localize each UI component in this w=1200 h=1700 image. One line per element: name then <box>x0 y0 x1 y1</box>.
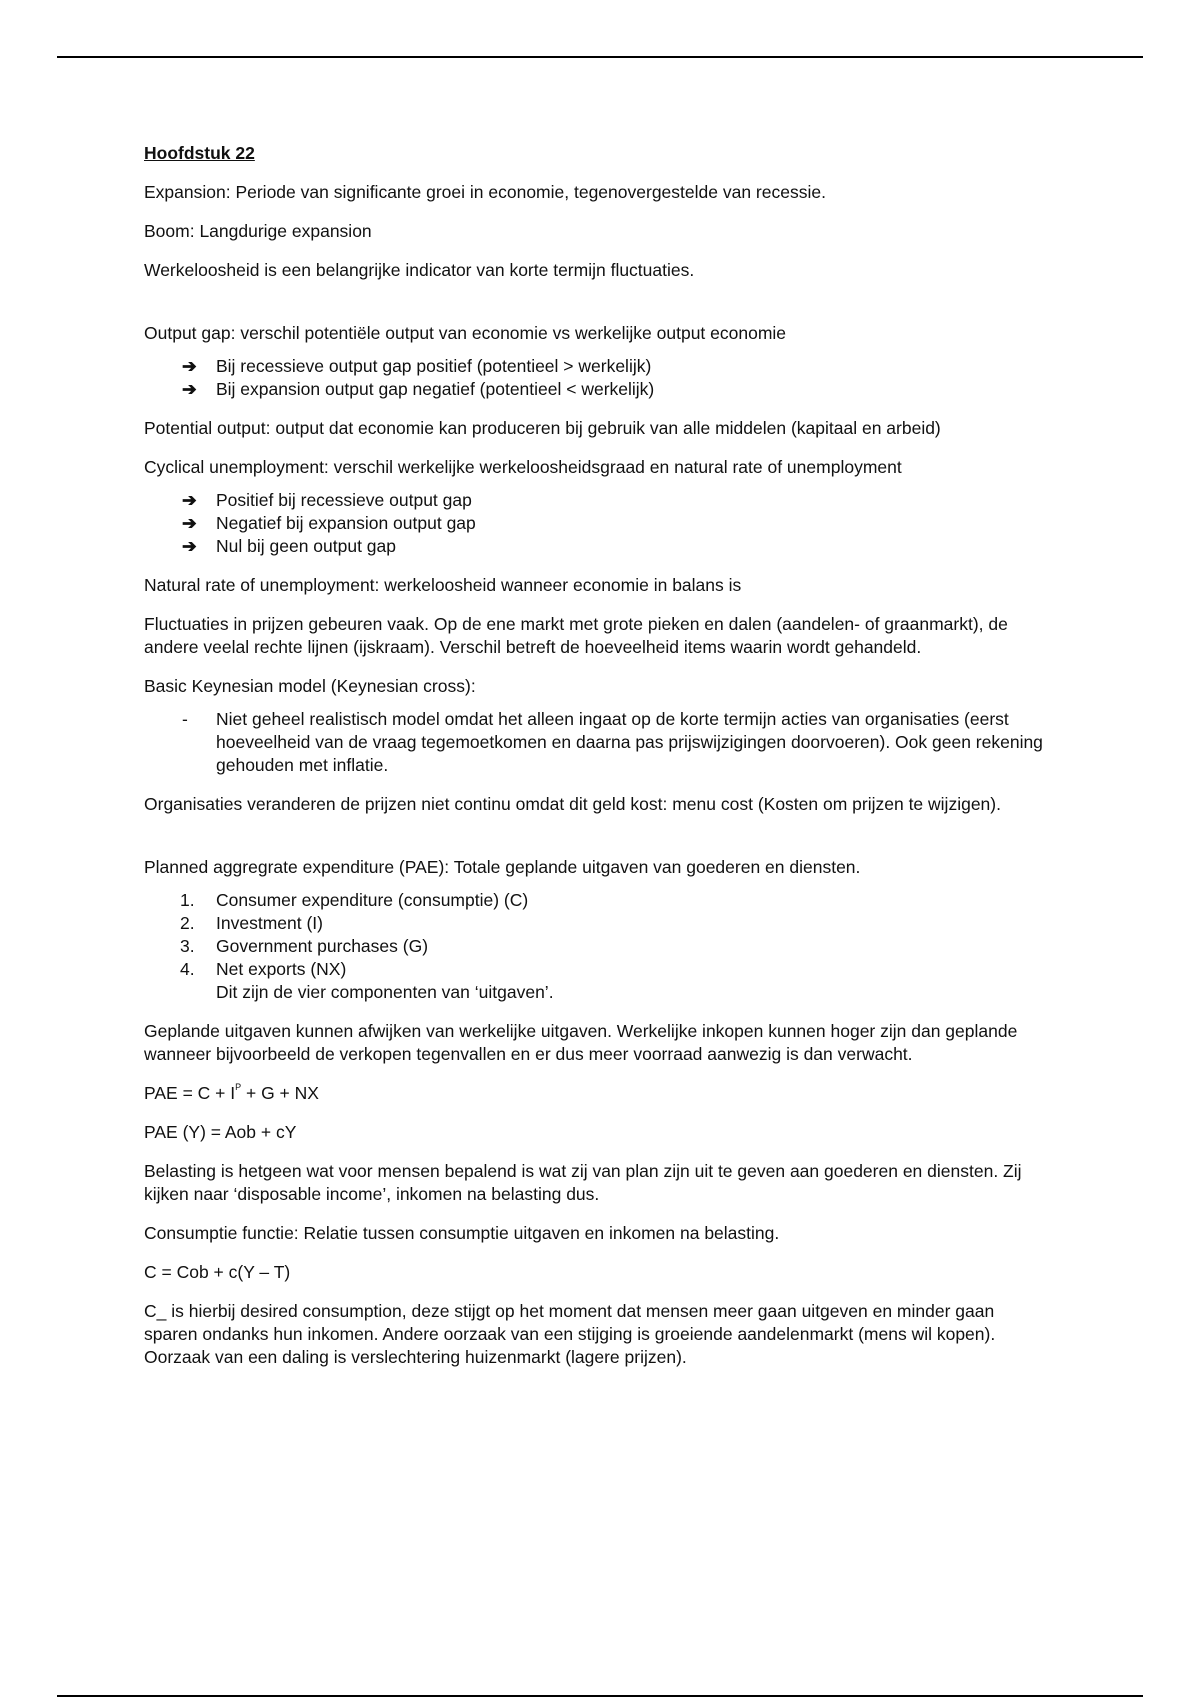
chapter-title: Hoofdstuk 22 <box>144 143 255 163</box>
list-item: 2. Investment (I) <box>180 913 323 933</box>
paragraph-natural-rate: Natural rate of unemployment: werkeloosheid wanneer economie in balans is <box>144 575 742 595</box>
pae-components-list <box>144 889 1044 1004</box>
document-body <box>144 142 1044 1385</box>
paragraph-output-gap: Output gap: verschil potentiële output van economie vs werkelijke output economie <box>144 323 787 343</box>
formula-consumptie: C = Cob + c(Y – T) <box>144 1262 291 1282</box>
keynesian-list <box>144 708 1044 777</box>
arrow-icon: ➔ <box>182 490 197 510</box>
arrow-icon: ➔ <box>182 356 197 376</box>
list-item: ➔ Positief bij recessieve output gap <box>182 490 472 510</box>
list-item: ➔ Negatief bij expansion output gap <box>182 513 476 533</box>
formula-pae-y: PAE (Y) = Aob + cY <box>144 1122 297 1142</box>
output-gap-list <box>144 355 1044 401</box>
arrow-icon: ➔ <box>182 379 197 399</box>
arrow-icon: ➔ <box>182 513 197 533</box>
paragraph-geplande: Geplande uitgaven kunnen afwijken van werkelijke uitgaven. Werkelijke inkopen kunnen hoger zijn dan geplande wanneer bijvoorbeeld de verkopen tegenvallen en er dus meer voorraad aanwezig is dan verwacht. <box>144 1021 1018 1064</box>
list-item: 1. Consumer expenditure (consumptie) (C) <box>180 890 529 910</box>
paragraph-belasting: Belasting is hetgeen wat voor mensen bepalend is wat zij van plan zijn uit te geven aan goederen en diensten. Zij kijken naar ‘disposable income’, inkomen na belasting dus. <box>144 1161 1022 1204</box>
paragraph-expansion: Expansion: Periode van significante groei in economie, tegenovergestelde van recessie. <box>144 182 826 202</box>
paragraph-desired-consumption: C_ is hierbij desired consumption, deze stijgt op het moment dat mensen meer gaan uitgeven en minder gaan sparen ondanks hun inkomen. Andere oorzaak van een stijging is groeiende aandelenmarkt (mens wil kopen). Oorzaak van een daling is verslechtering huizenmarkt (lagere prijzen). <box>144 1301 996 1367</box>
list-item: ➔ Nul bij geen output gap <box>182 536 396 556</box>
paragraph-pae: Planned aggregrate expenditure (PAE): Totale geplande uitgaven van goederen en diensten. <box>144 857 861 877</box>
formula-pae: PAE = $C + I^P + G$ + NX <box>144 1082 319 1103</box>
paragraph-werkeloosheid: Werkeloosheid is een belangrijke indicator van korte termijn fluctuaties. <box>144 260 695 280</box>
list-item: ➔ Bij expansion output gap negatief (potentieel < werkelijk) <box>182 379 655 399</box>
paragraph-menu-cost: Organisaties veranderen de prijzen niet continu omdat dit geld kost: menu cost (Kosten om prijzen te wijzigen). <box>144 794 1001 814</box>
cyclical-list <box>144 489 1044 558</box>
paragraph-cyclical: Cyclical unemployment: verschil werkelijke werkeloosheidsgraad en natural rate of unemployment <box>144 457 902 477</box>
paragraph-keynesian: Basic Keynesian model (Keynesian cross): <box>144 676 476 696</box>
list-item: 3. Government purchases (G) <box>180 936 429 956</box>
list-item: ➔ Bij recessieve output gap positief (potentieel > werkelijk) <box>182 356 652 376</box>
list-note: Dit zijn de vier componenten van ‘uitgaven’. <box>216 982 554 1002</box>
footer-rule <box>57 1695 1143 1697</box>
paragraph-consumptie: Consumptie functie: Relatie tussen consumptie uitgaven en inkomen na belasting. <box>144 1223 780 1243</box>
paragraph-potential-output: Potential output: output dat economie kan produceren bij gebruik van alle middelen (kapitaal en arbeid) <box>144 418 941 438</box>
dash-marker: - <box>182 709 188 729</box>
paragraph-boom: Boom: Langdurige expansion <box>144 221 372 241</box>
header-rule <box>57 56 1143 58</box>
list-item: - Niet geheel realistisch model omdat het alleen ingaat op de korte termijn acties van organisaties (eerst hoeveelheid van de vraag tegemoetkomen en daarna pas prijswijzigingen doorvoeren). Ook geen rekening gehouden met inflatie. <box>182 709 1043 775</box>
arrow-icon: ➔ <box>182 536 197 556</box>
list-item: 4. Net exports (NX) <box>180 959 347 979</box>
paragraph-fluctuaties: Fluctuaties in prijzen gebeuren vaak. Op de ene markt met grote pieken en dalen (aandelen- of graanmarkt), de andere veelal rechte lijnen (ijskraam). Verschil betreft de hoeveelheid items waarin wordt gehandeld. <box>144 614 1008 657</box>
